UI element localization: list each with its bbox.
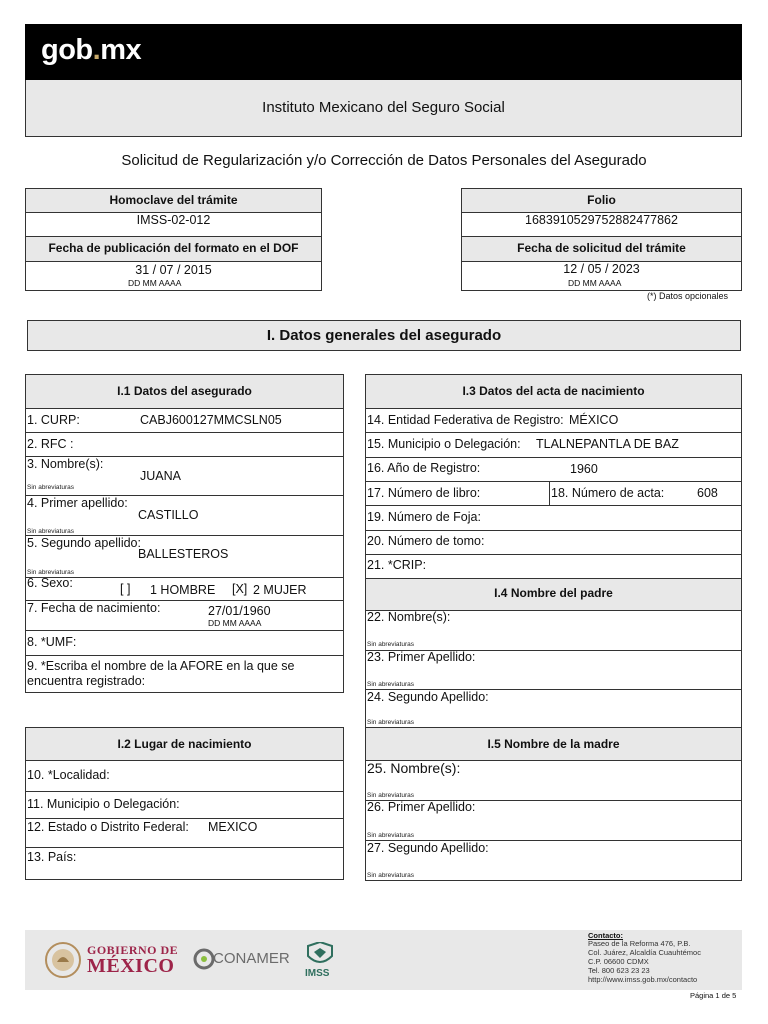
primer-apellido-label: 4. Primer apellido: [27, 496, 128, 510]
afore-label-line1: 9. *Escriba el nombre de la AFORE en la que se [27, 659, 295, 673]
curp-value[interactable]: CABJ600127MMCSLN05 [140, 413, 282, 427]
mexico-line: MÉXICO [87, 955, 175, 977]
contact-phone: Tel. 800 623 23 23 [588, 966, 650, 975]
padre-nombre-label: 22. Nombre(s): [367, 610, 451, 624]
curp-label: 1. CURP: [27, 413, 80, 427]
folio-value: 1683910529752882477862 [525, 213, 678, 227]
gob-mx-logo[interactable]: gob.mx [41, 34, 142, 66]
footer-bar [25, 930, 742, 990]
imss-eagle-icon [305, 942, 335, 968]
homoclave-label: Homoclave del trámite [109, 193, 238, 207]
madre-box [365, 727, 742, 881]
acta-header: I.3 Datos del acta de nacimiento [462, 384, 645, 398]
sin-abreviaturas-note: Sin abreviaturas [27, 569, 74, 576]
optional-note: (*) Datos opcionales [647, 291, 729, 301]
form-title: Solicitud de Regularización y/o Corrección de Datos Personales del Asegurado [121, 152, 647, 169]
fecha-nacimiento-format: DD MM AAAA [208, 618, 262, 628]
contact-url[interactable]: http://www.imss.gob.mx/contacto [588, 975, 698, 984]
padre-segundo-label: 24. Segundo Apellido: [367, 690, 489, 704]
municipio-acta-value[interactable]: TLALNEPANTLA DE BAZ [536, 437, 679, 451]
anio-registro-value[interactable]: 1960 [570, 462, 598, 476]
contact-cp: C.P. 06600 CDMX [588, 957, 649, 966]
umf-label: 8. *UMF: [27, 635, 77, 649]
padre-primer-label: 23. Primer Apellido: [367, 650, 476, 664]
primer-apellido-value[interactable]: CASTILLO [138, 508, 199, 522]
padre-header: I.4 Nombre del padre [494, 586, 613, 600]
gob-header-bar [25, 24, 742, 80]
nombre-label: 3. Nombre(s): [27, 457, 104, 471]
foja-label: 19. Número de Foja: [367, 510, 481, 524]
page-number: Página 1 de 5 [690, 991, 737, 1000]
contact-address: Paseo de la Reforma 476, P.B. [588, 939, 691, 948]
sin-abreviaturas-note: Sin abreviaturas [27, 528, 74, 535]
sin-abreviaturas-note: Sin abreviaturas [367, 792, 414, 799]
req-date-format: DD MM AAAA [568, 278, 622, 288]
sin-abreviaturas-note: Sin abreviaturas [27, 484, 74, 491]
nombre-value[interactable]: JUANA [140, 469, 181, 483]
estado-value[interactable]: MEXICO [208, 820, 258, 834]
segundo-apellido-value[interactable]: BALLESTEROS [138, 547, 229, 561]
libro-label: 17. Número de libro: [367, 486, 481, 500]
entidad-label: 14. Entidad Federativa de Registro: [367, 413, 564, 427]
conamer-logo-icon [193, 948, 215, 970]
madre-segundo-label: 27. Segundo Apellido: [367, 841, 489, 855]
sin-abreviaturas-note: Sin abreviaturas [367, 641, 414, 648]
imss-text: IMSS [305, 968, 330, 979]
sexo-mujer-label: 2 MUJER [253, 583, 307, 597]
homoclave-box [25, 188, 322, 291]
section-title: I. Datos generales del asegurado [27, 320, 741, 351]
folio-box [461, 188, 742, 291]
fecha-nacimiento-value[interactable]: 27/01/1960 [208, 604, 271, 618]
pais-label: 13. País: [27, 850, 77, 864]
gobierno-de-line: GOBIERNO DE [87, 943, 179, 957]
sin-abreviaturas-note: Sin abreviaturas [367, 719, 414, 726]
fecha-nacimiento-label: 7. Fecha de nacimiento: [27, 601, 161, 615]
lugar-box [25, 727, 344, 880]
madre-nombre-label: 25. Nombre(s): [367, 760, 461, 776]
estado-label: 12. Estado o Distrito Federal: [27, 820, 189, 834]
contact-colonia: Col. Juárez, Alcaldía Cuauhtémoc [588, 948, 701, 957]
acta-numero-label: 18. Número de acta: [551, 486, 665, 500]
pub-date-value: 31 / 07 / 2015 [135, 263, 212, 277]
institute-title: Instituto Mexicano del Seguro Social [25, 80, 742, 137]
acta-numero-value[interactable]: 608 [697, 486, 718, 500]
lugar-header: I.2 Lugar de nacimiento [117, 737, 252, 751]
conamer-text: CONAMER [213, 950, 290, 967]
rfc-label: 2. RFC : [27, 437, 74, 451]
madre-primer-label: 26. Primer Apellido: [367, 800, 476, 814]
municipio-nac-label: 11. Municipio o Delegación: [27, 797, 180, 811]
asegurado-box [25, 374, 344, 693]
homoclave-value: IMSS-02-012 [136, 213, 211, 227]
municipio-acta-label: 15. Municipio o Delegación: [367, 437, 521, 451]
sin-abreviaturas-note: Sin abreviaturas [367, 681, 414, 688]
sexo-mujer-checkbox[interactable]: [X] [232, 582, 248, 596]
folio-label: Folio [587, 193, 616, 207]
segundo-apellido-label: 5. Segundo apellido: [27, 536, 141, 550]
pub-date-format: DD MM AAAA [128, 278, 182, 288]
sexo-hombre-label: 1 HOMBRE [150, 583, 216, 597]
sexo-label: 6. Sexo: [27, 576, 73, 590]
sin-abreviaturas-note: Sin abreviaturas [367, 872, 414, 879]
acta-box [365, 374, 742, 728]
req-date-value: 12 / 05 / 2023 [563, 262, 640, 276]
localidad-label: 10. *Localidad: [27, 768, 110, 782]
asegurado-header: I.1 Datos del asegurado [117, 384, 252, 398]
sin-abreviaturas-note: Sin abreviaturas [367, 832, 414, 839]
pub-date-label: Fecha de publicación del formato en el DOF [48, 241, 299, 255]
tomo-label: 20. Número de tomo: [367, 534, 485, 548]
crip-label: 21. *CRIP: [367, 558, 427, 572]
sexo-hombre-checkbox[interactable]: [ ] [120, 582, 131, 596]
madre-header: I.5 Nombre de la madre [487, 737, 620, 751]
anio-registro-label: 16. Año de Registro: [367, 461, 481, 475]
req-date-label: Fecha de solicitud del trámite [517, 241, 686, 255]
entidad-value[interactable]: MÉXICO [569, 413, 619, 427]
afore-label-line2: encuentra registrado: [27, 674, 146, 688]
mexico-coat-of-arms-icon [43, 940, 83, 980]
contact-title: Contacto: [588, 931, 623, 940]
